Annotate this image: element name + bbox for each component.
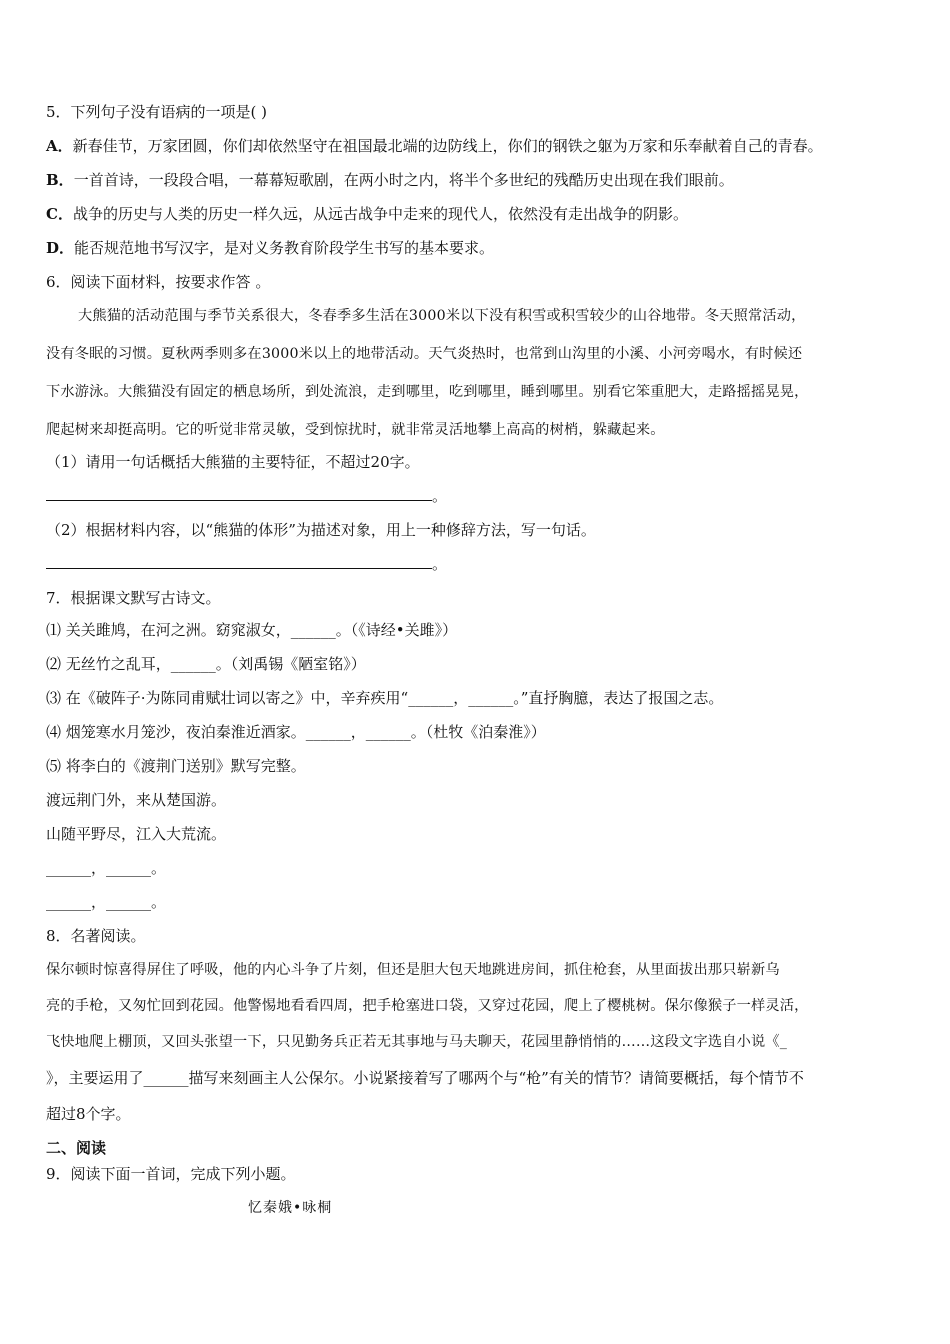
answer-end: 。 bbox=[432, 487, 448, 505]
q9-stem: 9．阅读下面一首词，完成下列小题。 bbox=[46, 1165, 296, 1183]
poem-title: 忆秦娥•咏桐 bbox=[248, 1200, 333, 1216]
q6-answer-line-2 bbox=[46, 554, 447, 574]
q7-poem-line: 山随平野尽，江入大荒流。 bbox=[46, 825, 227, 843]
q7-poem-blank-line: ______，______。 bbox=[46, 859, 167, 877]
q7-poem-line: 渡远荆门外，来从楚国游。 bbox=[46, 791, 227, 809]
q8-passage-line: 保尔顿时惊喜得屏住了呼吸，他的内心斗争了片刻，但还是胆大包天地跳进房间，抓住枪套，从里面拔出那只崭新乌 bbox=[46, 962, 780, 978]
q7-item-5: ⑸ 将李白的《渡荆门送别》默写完整。 bbox=[46, 757, 306, 775]
section-heading: 二、阅读 bbox=[46, 1139, 107, 1157]
option-text: 战争的历史与人类的历史一样久远，从远古战争中走来的现代人，依然没有走出战争的阴影。 bbox=[72, 205, 688, 223]
q7-stem: 7．根据课文默写古诗文。 bbox=[46, 589, 221, 607]
q6-passage-line: 爬起树来却挺高明。它的听觉非常灵敏，受到惊扰时，就非常灵活地攀上高高的树梢，躲藏起来。 bbox=[46, 422, 665, 438]
q7-item-3: ⑶ 在《破阵子·为陈同甫赋壮词以寄之》中，辛弃疾用“______，______。”直抒胸臆，表达了报国之志。 bbox=[46, 689, 724, 707]
option-letter: D． bbox=[46, 239, 75, 257]
option-letter: A． bbox=[46, 137, 73, 155]
q5-option-b bbox=[46, 170, 734, 190]
q7-poem-blank-line: ______，______。 bbox=[46, 893, 167, 911]
q5-option-d bbox=[46, 238, 494, 258]
q5-stem: 5．下列句子没有语病的一项是( ) bbox=[46, 103, 268, 121]
q8-passage-line: 亮的手枪，又匆忙回到花园。他警惕地看看四周，把手枪塞进口袋，又穿过花园，爬上了樱桃树。保尔像猴子一样灵活， bbox=[46, 998, 809, 1014]
answer-blank bbox=[46, 555, 432, 569]
q8-stem: 8．名著阅读。 bbox=[46, 927, 146, 945]
option-text: 一首首诗，一段段合唱，一幕幕短歌剧，在两小时之内，将半个多世纪的残酷历史出现在我们眼前。 bbox=[73, 171, 734, 189]
answer-end: 。 bbox=[432, 555, 448, 573]
option-letter: B． bbox=[46, 171, 74, 189]
q7-item-4: ⑷ 烟笼寒水月笼沙，夜泊秦淮近酒家。______，______。（杜牧《泊秦淮》） bbox=[46, 723, 546, 741]
option-text: 新春佳节，万家团圆，你们却依然坚守在祖国最北端的边防线上，你们的钢铁之躯为万家和乐奉献着自己的青春。 bbox=[72, 137, 823, 155]
q6-answer-line-1 bbox=[46, 486, 447, 506]
q5-option-c bbox=[46, 204, 688, 224]
q6-passage-line: 没有冬眠的习惯。夏秋两季则多在3000米以上的地带活动。天气炎热时，也常到山沟里的小溪、小河旁喝水，有时候还 bbox=[46, 346, 803, 362]
q8-passage-line: 飞快地爬上棚顶，又回头张望一下，只见勤务兵正若无其事地与马夫聊天，花园里静悄悄的……这段文字选自小说《_ bbox=[46, 1034, 788, 1050]
option-text: 能否规范地书写汉字，是对义务教育阶段学生书写的基本要求。 bbox=[74, 239, 495, 257]
answer-blank bbox=[46, 487, 432, 501]
q8-passage-line: 》，主要运用了______描写来刻画主人公保尔。小说紧接着写了哪两个与“枪”有关的情节？请简要概括，每个情节不 bbox=[46, 1069, 804, 1087]
q6-passage-line: 下水游泳。大熊猫没有固定的栖息场所，到处流浪，走到哪里，吃到哪里，睡到哪里。别看它笨重肥大，走路摇摇晃晃， bbox=[46, 384, 809, 400]
q7-item-1: ⑴ 关关雎鸠，在河之洲。窈窕淑女，______。（《诗经•关雎》） bbox=[46, 621, 458, 639]
q6-stem: 6．阅读下面材料，按要求作答 。 bbox=[46, 273, 271, 291]
q6-sub1: （1）请用一句话概括大熊猫的主要特征，不超过20字。 bbox=[46, 453, 420, 471]
q7-item-2: ⑵ 无丝竹之乱耳，______。（刘禹锡《陋室铭》） bbox=[46, 655, 366, 673]
q5-option-a bbox=[46, 136, 823, 156]
q6-sub2: （2）根据材料内容，以“熊猫的体形”为描述对象，用上一种修辞方法，写一句话。 bbox=[46, 521, 596, 539]
q8-passage-line: 超过8个字。 bbox=[46, 1105, 131, 1123]
q6-passage-line: 大熊猫的活动范围与季节关系很大，冬春季多生活在3000米以下没有积雪或积雪较少的山谷地带。冬天照常活动， bbox=[78, 308, 806, 324]
option-letter: C． bbox=[46, 205, 73, 223]
